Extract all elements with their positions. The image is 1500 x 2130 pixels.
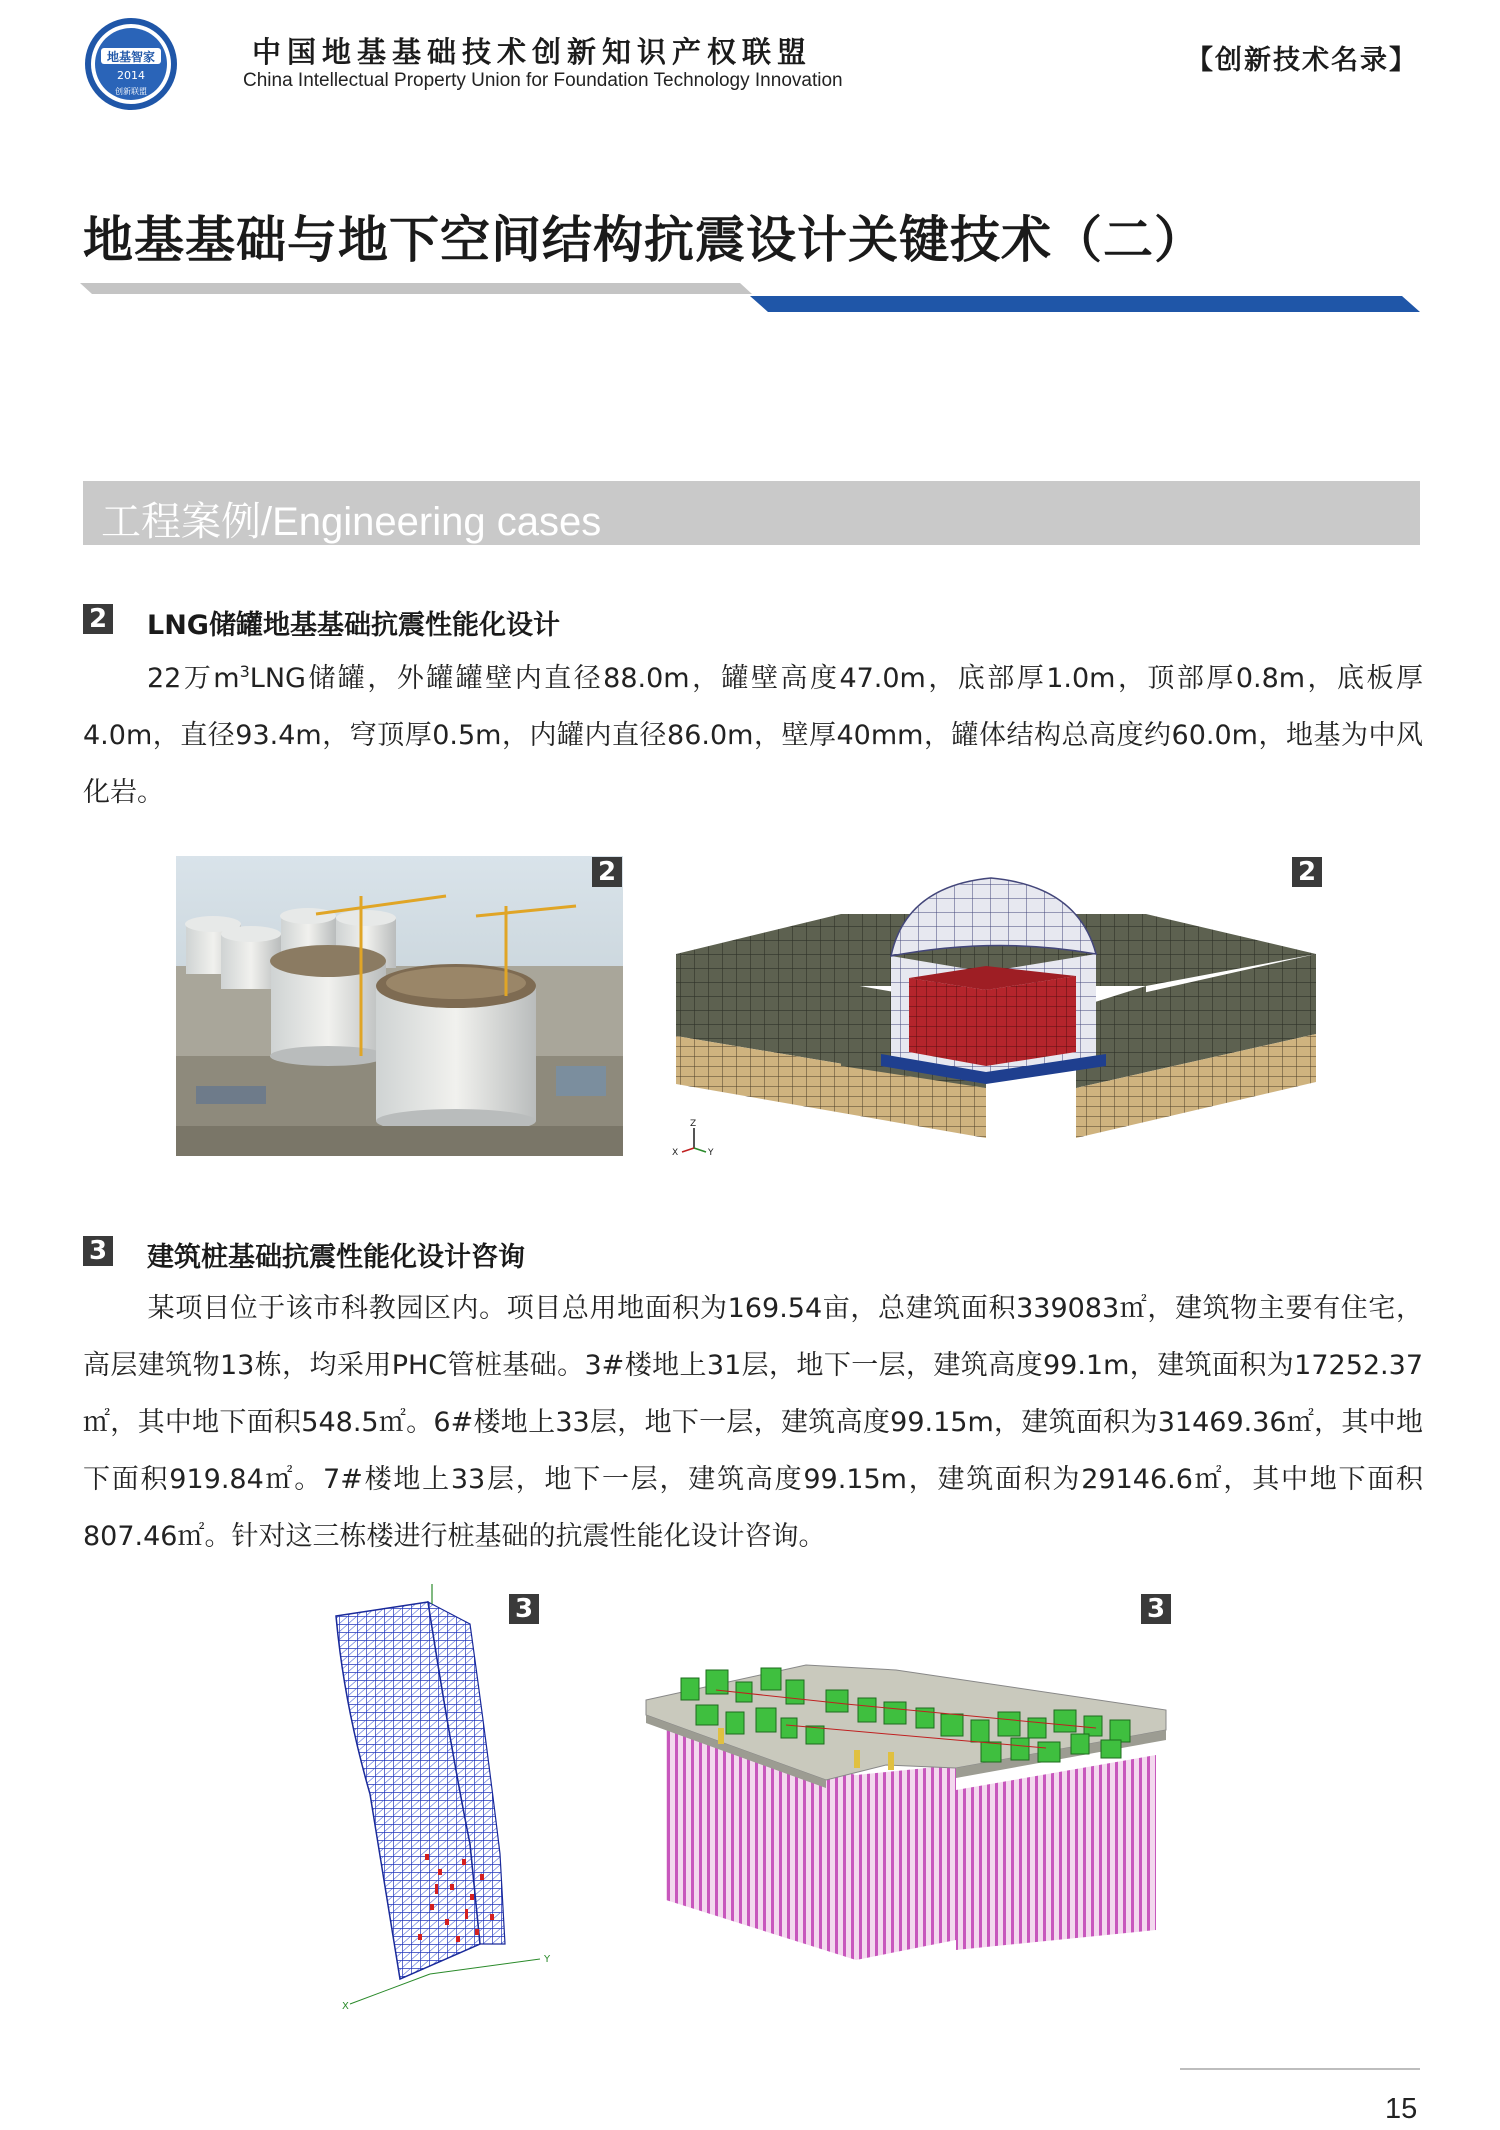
catalog-label: 【创新技术名录】: [1186, 45, 1418, 76]
lng-tank-fem-model-icon: [666, 856, 1326, 1156]
axis-x-label: X: [672, 1148, 679, 1156]
axis-z-label: Z: [690, 1119, 697, 1129]
title-underline: [80, 280, 1420, 316]
union-logo: [83, 16, 179, 112]
axis-x-label: X: [342, 2001, 349, 2012]
logo-bottom-text: 创新联盟: [115, 87, 147, 96]
axis-y-label: Y: [708, 1148, 714, 1156]
item-heading: 建筑桩基础抗震性能化设计咨询: [147, 1242, 525, 1273]
item-number-badge: 2: [83, 604, 113, 634]
page-title: 地基基础与地下空间结构抗震设计关键技术（二）: [83, 211, 1205, 269]
footer-rule: [1180, 2068, 1420, 2070]
section-band: [83, 481, 1420, 545]
figure-badge: 2: [1292, 857, 1322, 887]
page-number: 15: [1385, 2093, 1418, 2125]
figure-badge: 3: [509, 1594, 539, 1624]
org-name-cn: 中国地基基础技术创新知识产权联盟: [252, 35, 813, 69]
item-number-badge: 3: [83, 1236, 113, 1266]
item-paragraph: 22万$m^3LNG$储罐，外罐罐壁内直径88.0m，罐壁高度47.0m，底部厚1.0m，顶部厚0.8m，底板厚4.0m，直径93.4m，穹顶厚0.5m，内罐内直径86.0m，壁厚40mm，罐体结构总高度约60.0m，地基为中风化岩。: [83, 662, 1423, 808]
org-name-en: China Intellectual Property Union for Foundation Technology Innovation: [243, 70, 843, 91]
lng-tank-aerial-photo-icon: [176, 856, 623, 1156]
axis-y-label: Y: [544, 1954, 551, 1965]
section-label: 工程案例/Engineering cases: [101, 500, 602, 544]
item-paragraph: 某项目位于该市科教园区内。项目总用地面积为169.54亩，总建筑面积339083㎡，建筑物主要有住宅，高层建筑物13栋，均采用PHC管桩基础。3#楼地上31层，地下一层，建筑高度99.1m，建筑面积为17252.37㎡，其中地下面积548.5㎡。6#楼地上33层，地下一层，建筑高度99.15m，建筑面积为31469.36㎡，其中地下面积919.84㎡。7#楼地上33层，地下一层，建筑高度99.15m，建筑面积为29146.6㎡，其中地下面积807.46㎡。针对这三栋楼进行桩基础的抗震性能化设计咨询。: [83, 1293, 1423, 1552]
figure-badge: 3: [1141, 1594, 1171, 1624]
logo-year: 2014: [117, 69, 145, 82]
figure-badge: 2: [592, 857, 622, 887]
pile-foundation-model-icon: [626, 1630, 1176, 1970]
logo-main-text: 地基智家: [106, 50, 156, 64]
high-rise-frame-model-icon: [330, 1584, 570, 2014]
axis-triad: [672, 1119, 714, 1156]
item-heading: LNG储罐地基基础抗震性能化设计: [147, 610, 560, 641]
